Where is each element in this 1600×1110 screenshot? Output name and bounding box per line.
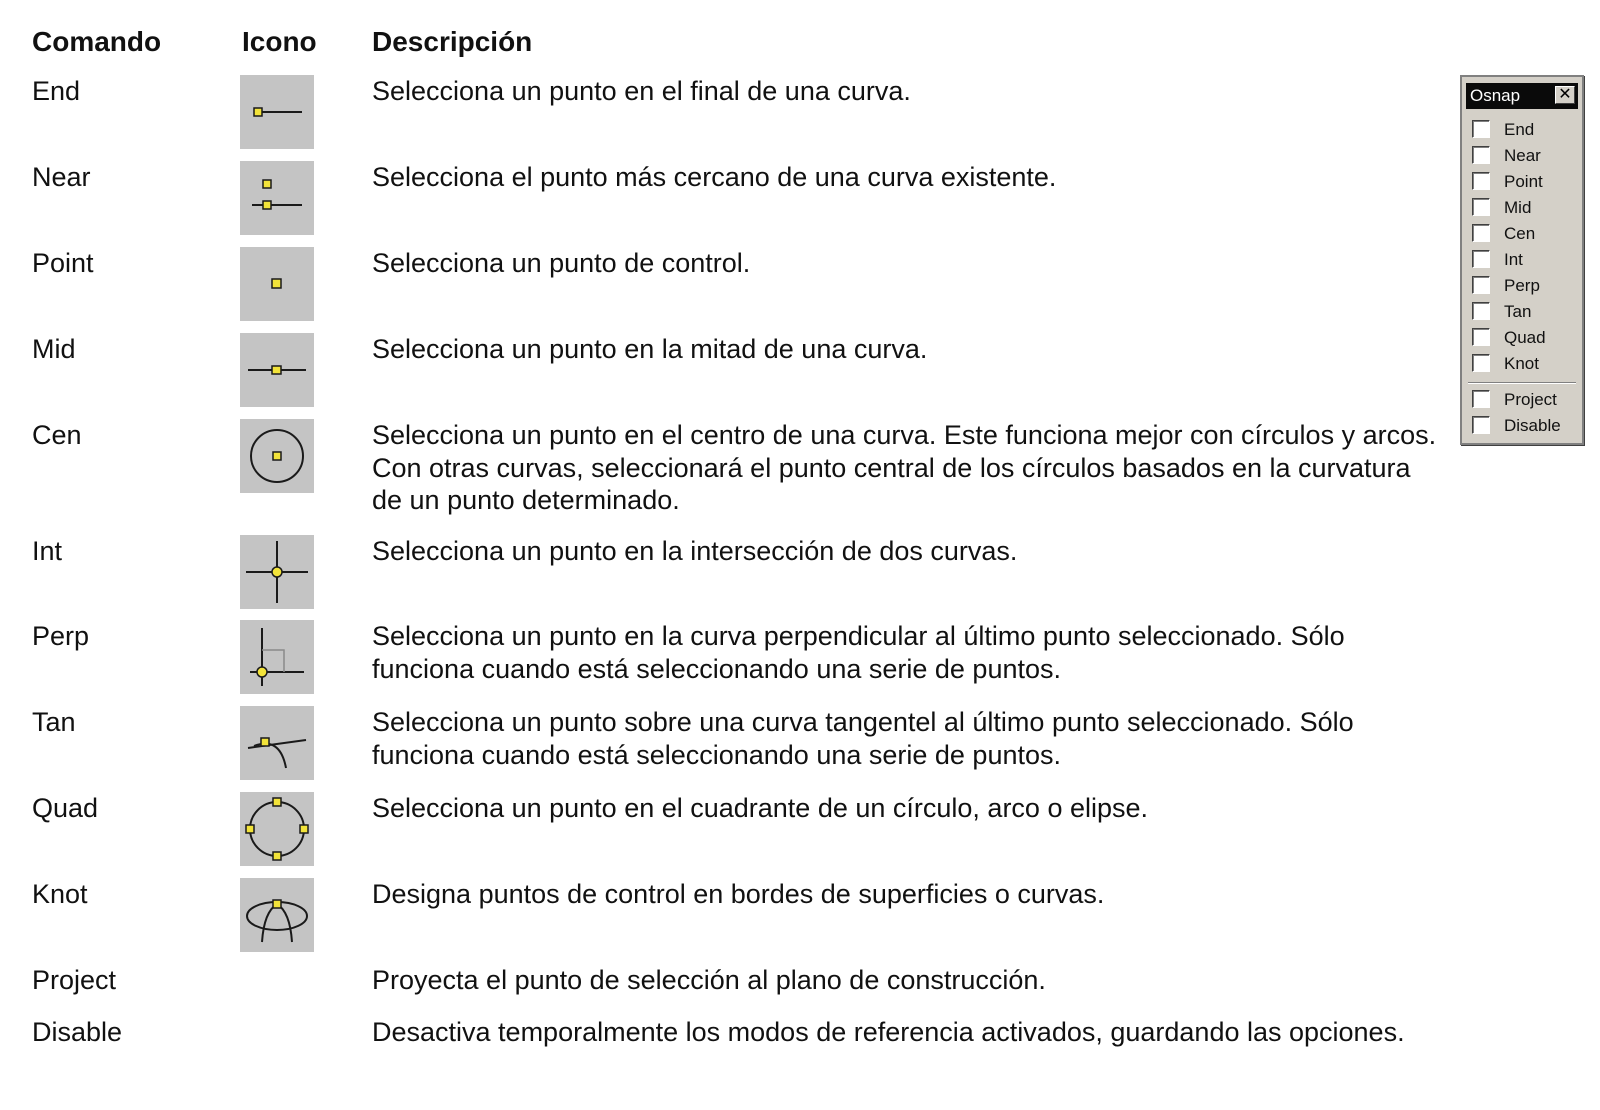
- tangent-snap-icon: [240, 706, 314, 780]
- near-snap-icon: [240, 161, 314, 235]
- column-header-command: Comando: [32, 26, 162, 57]
- command-name: Point: [32, 248, 94, 278]
- checkbox[interactable]: [1472, 302, 1490, 320]
- command-description: Selecciona un punto sobre una curva tangentel al último punto seleccionado. Sólo funciona cuando está seleccionando una serie de puntos.: [372, 707, 1354, 770]
- command-description: Selecciona un punto de control.: [372, 248, 751, 278]
- osnap-title-bar[interactable]: [1466, 83, 1578, 109]
- command-name: End: [32, 76, 81, 106]
- checkbox[interactable]: [1472, 224, 1490, 242]
- command-name: Perp: [32, 621, 90, 651]
- checkbox[interactable]: [1472, 354, 1490, 372]
- checkbox[interactable]: [1472, 250, 1490, 268]
- command-description: Selecciona un punto en la intersección de dos curvas.: [372, 536, 1018, 566]
- center-snap-icon: [240, 419, 314, 493]
- command-name: Near: [32, 162, 91, 192]
- intersection-snap-icon: [240, 535, 314, 609]
- point-snap-icon: [240, 247, 314, 321]
- close-icon: ✕: [1558, 86, 1572, 103]
- command-name: Tan: [32, 707, 76, 737]
- command-description: Designa puntos de control en bordes de superficies o curvas.: [372, 879, 1105, 909]
- command-name: Project: [32, 965, 117, 995]
- checkbox[interactable]: [1472, 328, 1490, 346]
- close-button[interactable]: [1555, 86, 1575, 104]
- osnap-panel: Osnap ✕ End Near Point Mid Cen Int Perp Tan Quad Knot Project Disable: [1460, 75, 1584, 445]
- perpendicular-snap-icon: [240, 620, 314, 694]
- checkbox[interactable]: [1472, 416, 1490, 434]
- checkbox[interactable]: [1472, 276, 1490, 294]
- checkbox[interactable]: [1472, 390, 1490, 408]
- checkbox[interactable]: [1472, 198, 1490, 216]
- command-description: Selecciona un punto en la mitad de una curva.: [372, 334, 928, 364]
- quadrant-snap-icon: [240, 792, 314, 866]
- command-description: Selecciona un punto en el final de una curva.: [372, 76, 911, 106]
- column-header-description: Descripción: [372, 26, 533, 57]
- end-snap-icon: [240, 75, 314, 149]
- knot-snap-icon: [240, 878, 314, 952]
- command-name: Knot: [32, 879, 88, 909]
- divider: [1468, 382, 1576, 384]
- command-name: Mid: [32, 334, 76, 364]
- command-description: Desactiva temporalmente los modos de referencia activados, guardando las opciones.: [372, 1017, 1405, 1047]
- checkbox[interactable]: [1472, 146, 1490, 164]
- command-description: Selecciona un punto en la curva perpendicular al último punto seleccionado. Sólo funciona cuando está seleccionando una serie de puntos.: [372, 621, 1345, 684]
- command-name: Disable: [32, 1017, 123, 1047]
- checkbox[interactable]: [1472, 120, 1490, 138]
- column-header-icon: Icono: [242, 26, 317, 57]
- command-description: Proyecta el punto de selección al plano de construcción.: [372, 965, 1046, 995]
- checkbox[interactable]: [1472, 172, 1490, 190]
- command-description: Selecciona un punto en el centro de una curva. Este funciona mejor con círculos y arcos. Con otras curvas, seleccionará el punto central de los círculos basados en la curvatura de un punto determinado.: [372, 420, 1437, 515]
- command-description: Selecciona el punto más cercano de una curva existente.: [372, 162, 1057, 192]
- mid-snap-icon: [240, 333, 314, 407]
- command-name: Cen: [32, 420, 82, 450]
- command-name: Int: [32, 536, 63, 566]
- command-description: Selecciona un punto en el cuadrante de un círculo, arco o elipse.: [372, 793, 1149, 823]
- osnap-title: Osnap: [1470, 86, 1521, 105]
- command-name: Quad: [32, 793, 99, 823]
